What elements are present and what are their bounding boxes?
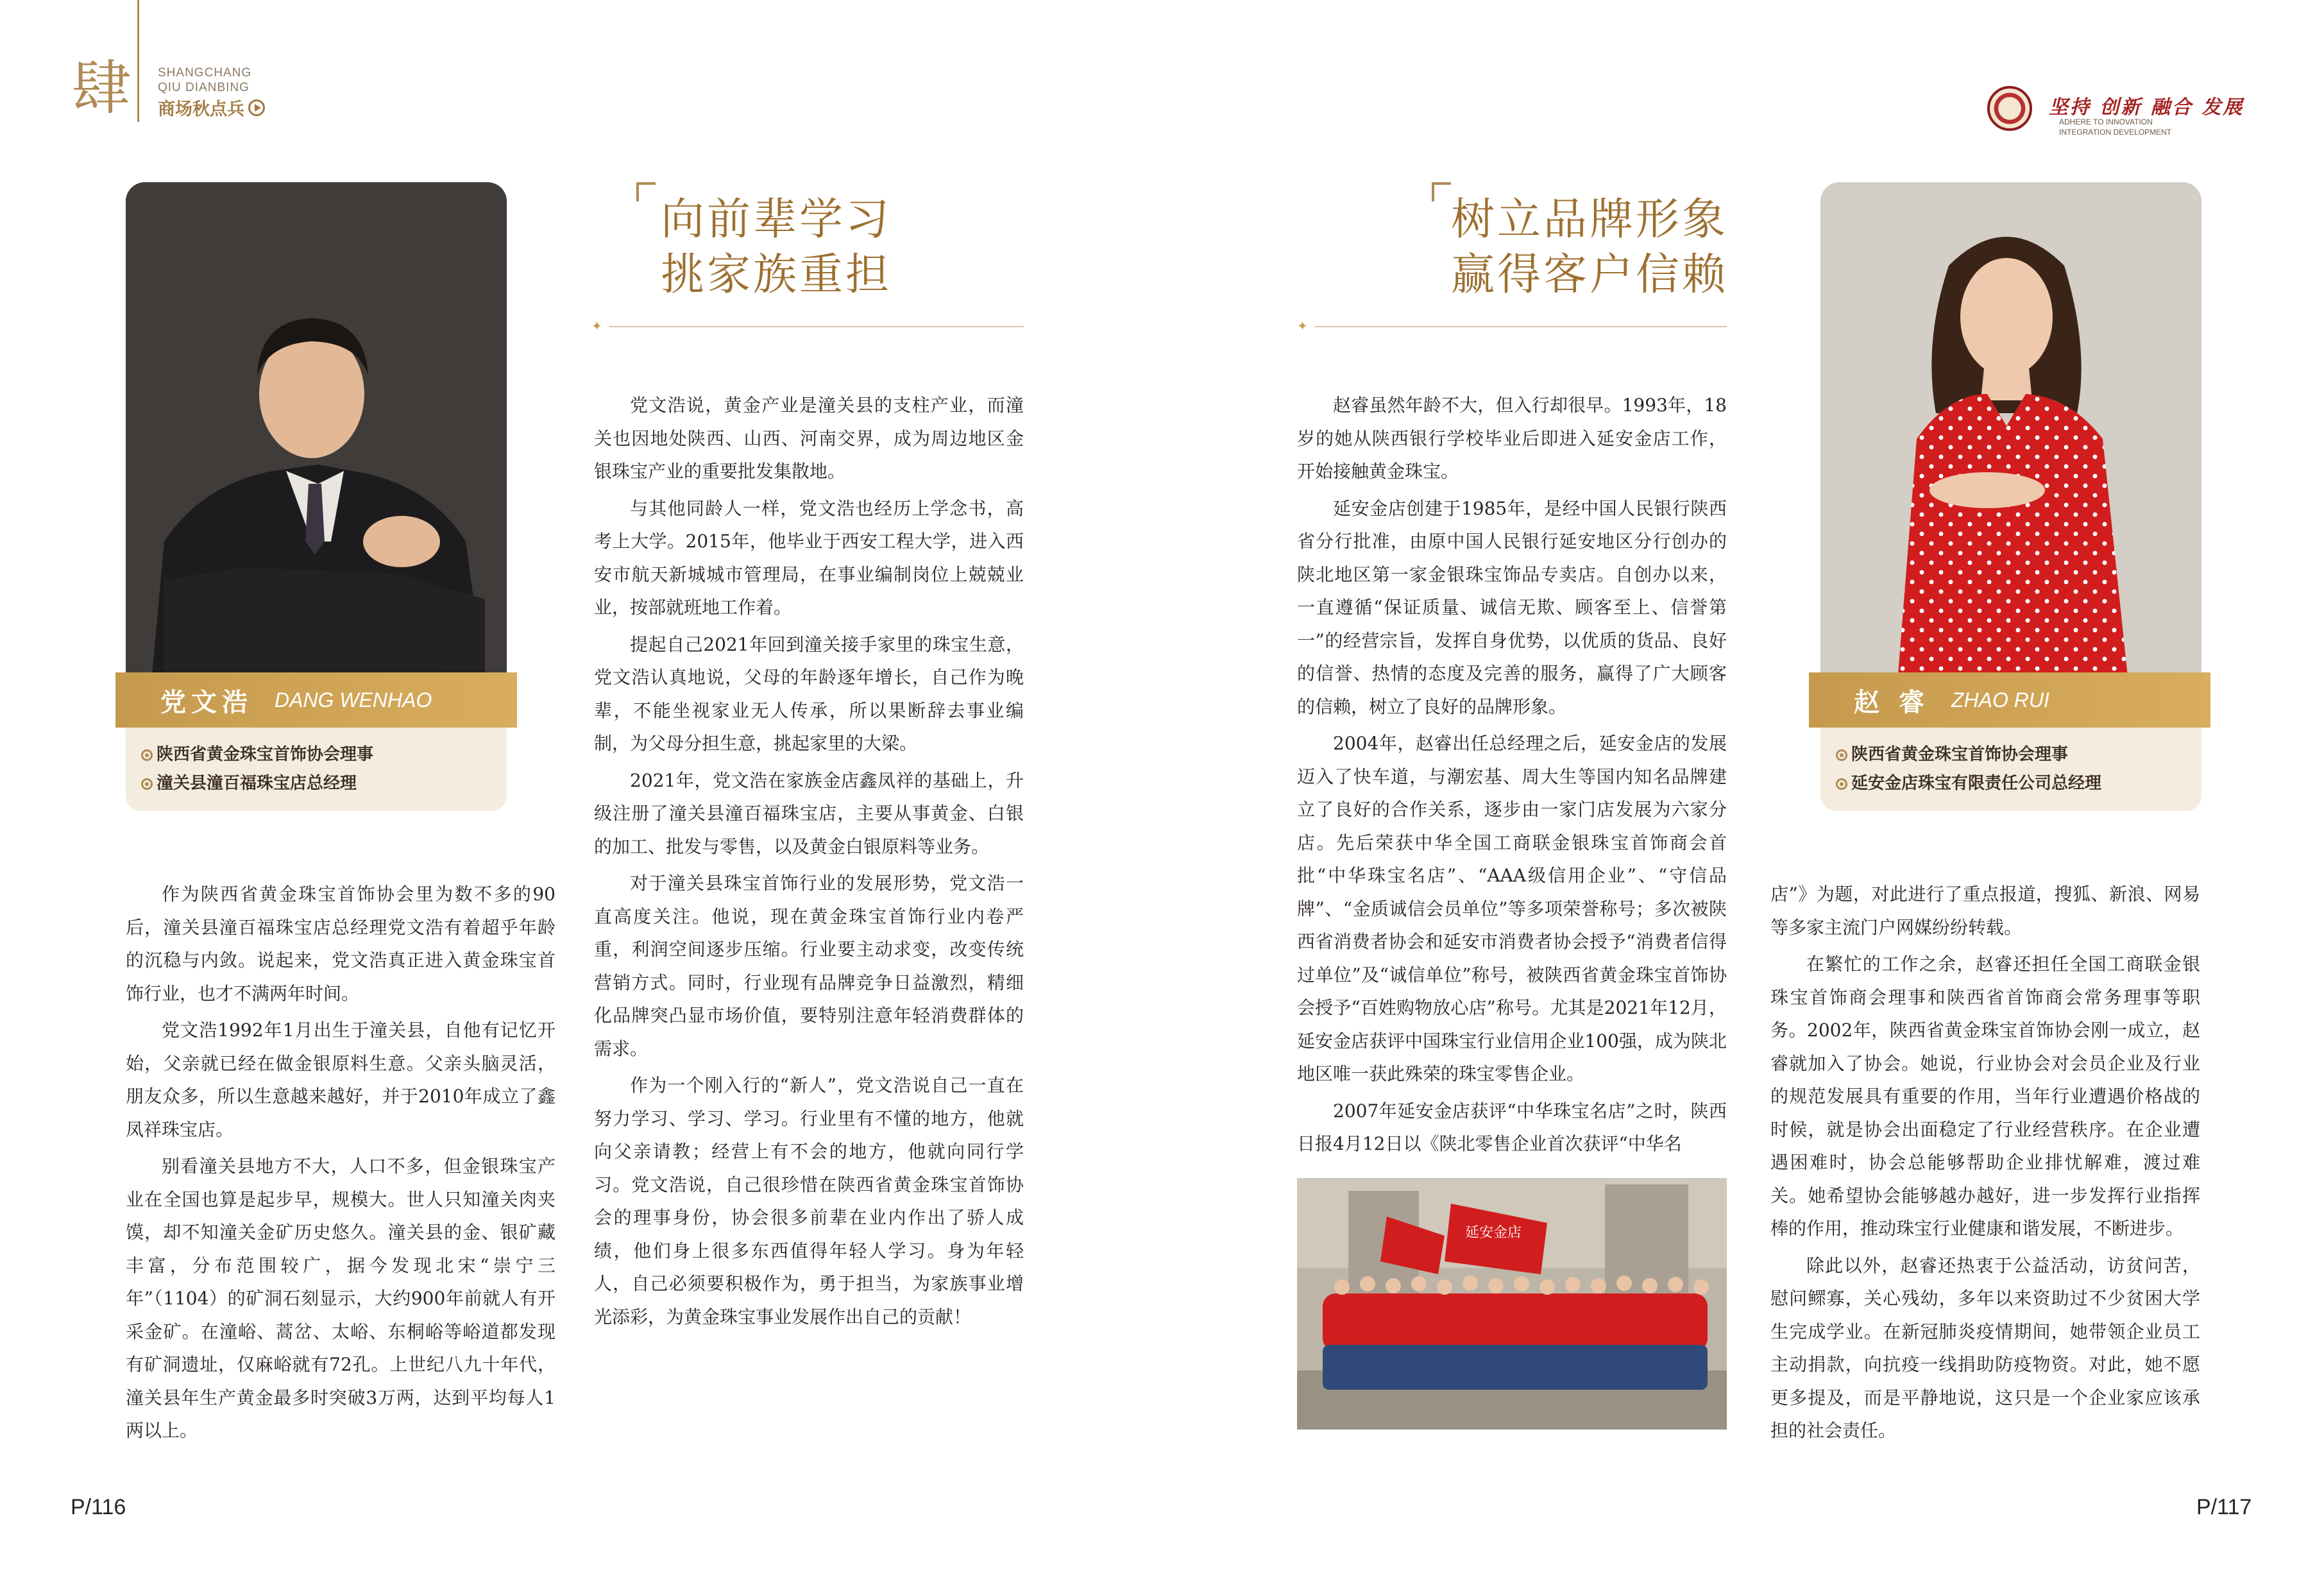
bullet-icon [1836,778,1847,790]
right-headline: 树立品牌形象 赢得客户信赖 [1451,194,1729,300]
section-number: 肆 [72,54,131,123]
titles-dang [126,728,507,811]
page-number-right: P/117 [2196,1495,2252,1519]
name-en: ZHAO RUI [1951,688,2049,712]
left-headline: 向前辈学习 挑家族重担 [661,194,892,300]
title-line: 陕西省黄金珠宝首饰协会理事 [1836,740,2186,769]
portrait-zhao-rui [1820,182,2201,683]
name-en: DANG WENHAO [275,688,432,712]
association-logo [1987,86,2032,131]
headline-rule [609,326,1024,327]
article-column-3: 赵睿虽然年龄不大，但入行却很早。1993年，18岁的她从陕西银行学校毕业后即进入延安金店工作，开始接触黄金珠宝。 延安金店创建于1985年，是经中国人民银行陕西省分行批准，由原中国人民银行延安地区分行创办的陕北地区第一家金银珠宝饰品专卖店。自创办以来，一直遵循“保证质量、诚信无欺、顾客至上、信誉第一”的经营宗旨，发挥自身优势，以优质的货品、良好的信誉、热情的态度及完善的服务，赢得了广大顾客的信赖，树立了良好的品牌形象。 2004年，赵睿出任总经理之后，延安金店的发展迈入了快车道，与潮宏基、周大生等国内知名品牌建立了良好的合作关系，逐步由一家门店发展为六家分店。先后荣获中华全国工商联金银珠宝首饰商会首批“中华珠宝名店”、“AAA级信用企业”、“守信品牌”、“金质诚信会员单位”等多项荣誉称号；多次被陕西省消费者协会和延安市消费者协会授予“消费者信得过单位”及“诚信单位”称号，被陕西省黄金珠宝首饰协会授予“百姓购物放心店”称号。尤其是2021年12月，延安金店获评中国珠宝行业信用企业100强，成为陕北地区唯一获此殊荣的珠宝零售企业。 2007年延安金店获评“中华珠宝名店”之时，陕西日报4月12日以《陕北零售企业首次获评“中华名 [1297,395,1727,1154]
name-cn: 赵 睿 [1854,687,1930,717]
slogan-english: ADHERE TO INNOVATION INTEGRATION DEVELOPMENT [2059,117,2172,137]
name-bar-dang [115,672,517,728]
bullet-icon [141,749,153,761]
header-divider [137,0,139,122]
titles-zhao [1820,728,2201,811]
article-column-1: 作为陕西省黄金珠宝首饰协会里为数不多的90后，潼关县潼百福珠宝店总经理党文浩有着超乎年龄的沉稳与内敛。说起来，党文浩真正进入黄金珠宝首饰行业，也才不满两年时间。 党文浩1992年1月出生于潼关县，自他有记忆开始，父亲就已经在做金银原料生意。父亲头脑灵活，朋友众多，所以生意越来越好，并于2010年成立了鑫凤祥珠宝店。 别看潼关县地方不大，人口不多，但金银珠宝产业在全国也算是起步早，规模大。世人只知潼关肉夹馍，却不知潼关金矿历史悠久。潼关县的金、银矿藏丰富，分布范围较广，据今发现北宋“崇宁三年”（1104）的矿洞石刻显示，大约900年前就人有开采金矿。在潼峪、蒿岔、太峪、东桐峪等峪道都发现有矿洞遗址，仅麻峪就有72孔。上世纪八九十年代，潼关县年生产黄金最多时突破3万两，达到平均每人1两以上。 [126,884,556,1441]
article-column-2: 党文浩说，黄金产业是潼关县的支柱产业，而潼关也因地处陕西、山西、河南交界，成为周边地区金银珠宝产业的重要批发集散地。 与其他同龄人一样，党文浩也经历上学念书，高考上大学。2015年，他毕业于西安工程大学，进入西安市航天新城城市管理局，在事业编制岗位上兢兢业业，按部就班地工作着。 提起自己2021年回到潼关接手家里的珠宝生意，党文浩认真地说，父母的年龄逐年增长，自己作为晚辈，不能坐视家业无人传承，所以果断辞去事业编制，为父母分担生意，挑起家里的大梁。 2021年，党文浩在家族金店鑫凤祥的基础上，升级注册了潼关县潼百福珠宝店，主要从事黄金、白银的加工、批发与零售，以及黄金白银原料等业务。 对于潼关县珠宝首饰行业的发展形势，党文浩一直高度关注。他说，现在黄金珠宝首饰行业内卷严重，利润空间逐步压缩。行业要主动求变，改变传统营销方式。同时，行业现有品牌竞争日益激烈，精细化品牌突凸显市场价值，要特别注意年轻消费群体的需求。 作为一个刚入行的“新人”，党文浩说自己一直在努力学习、学习、学习。行业里有不懂的地方，他就向父亲请教；经营上有不会的地方，他就向同行学习。党文浩说，自己很珍惜在陕西省黄金珠宝首饰协会的理事身份，协会很多前辈在业内作出了骄人成绩，他们身上很多东西值得年轻人学习。身为年轻人，自己必须要积极作为，勇于担当，为家族事业增光添彩，为黄金珠宝事业发展作出自己的贡献！ [594,395,1024,1328]
section-title: 商场秋点兵 [158,95,265,120]
name-bar-zhao [1809,672,2210,728]
group-photo [1297,1178,1727,1430]
page-number-left: P/116 [71,1495,126,1519]
bullet-icon [141,778,153,790]
bullet-icon [1836,749,1847,761]
corner-mark [1432,182,1451,201]
article-column-4: 店”》为题，对此进行了重点报道，搜狐、新浪、网易等多家主流门户网媒纷纷转载。 在繁忙的工作之余，赵睿还担任全国工商联金银珠宝首饰商会理事和陕西省首饰商会常务理事等职务。2002年，陕西省黄金珠宝首饰协会刚一成立，赵睿就加入了协会。她说，行业协会对会员企业及行业的规范发展具有重要的作用，当年行业遭遇价格战的时候，就是协会出面稳定了行业经营秩序。在企业遭遇困难时，协会总能够帮助企业排忧解难，渡过难关。她希望协会能够越办越好，进一步发挥行业指挥棒的作用，推动珠宝行业健康和谐发展，不断进步。 除此以外，赵睿还热衷于公益活动，访贫问苦，慰问鳏寡，关心残幼，多年以来资助过不少贫困大学生完成学业。在新冠肺炎疫情期间，她带领企业员工主动捐款，向抗疫一线捐助防疫物资。对此，她不愿更多提及，而是平静地说，这只是一个企业家应该承担的社会责任。 [1770,884,2200,1441]
title-line: 延安金店珠宝有限责任公司总经理 [1836,769,2186,798]
name-cn: 党文浩 [160,687,253,717]
title-line: 陕西省黄金珠宝首饰协会理事 [141,740,491,769]
slogan: 坚持 创新 融合 发展 [2049,96,2244,119]
banner-text: 延安金店 [1465,1225,1522,1241]
star-icon: ✦ [591,318,602,334]
headline-rule [1315,326,1727,327]
play-icon [248,99,265,116]
title-line: 潼关县潼百福珠宝店总经理 [141,769,491,798]
star-icon: ✦ [1297,318,1308,334]
section-english: SHANGCHANG QIU DIANBING [158,66,252,94]
corner-mark [636,182,656,201]
portrait-dang-wenhao [126,182,507,683]
